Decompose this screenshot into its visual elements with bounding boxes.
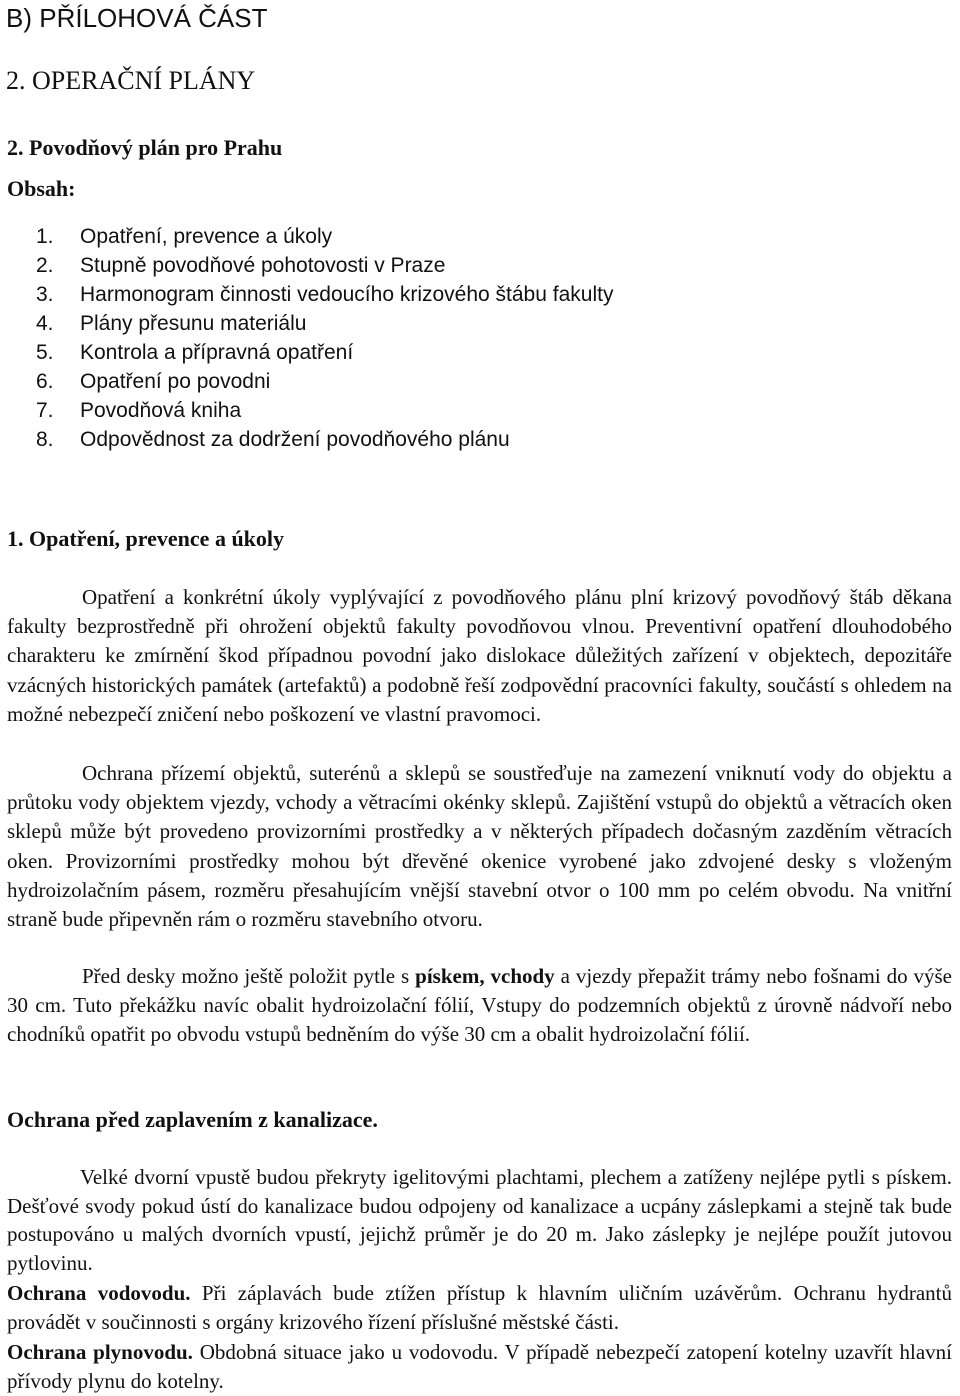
emphasis-text: pískem, vchody (415, 964, 555, 988)
toc-item: 7. Povodňová kniha (36, 399, 242, 422)
paragraph-sewer: Velké dvorní vpustě budou překryty igelitovými plachtami, plechem a zatíženy nejlépe pytli s pískem. Dešťové svody pokud ústí do kanalizace budou odpojeny od kanalizace a ucpány záslepkami a stejně tak bude postupováno u malých dvorních vpustí, jejichž průměr je do 20 m. Jako záslepky je nejlépe použít jutovou pytlovinu. (7, 1165, 952, 1275)
part-heading: B) PŘÍLOHOVÁ ČÁST (6, 3, 268, 33)
toc-item: 8. Odpovědnost za dodržení povodňového plánu (36, 428, 510, 451)
paragraph-sandbags: Před desky možno ještě položit pytle s pískem, vchody a vjezdy přepažit trámy nebo fošnami do výše 30 cm. Tuto překážku navíc obalit hydroizolační fólií, Vstupy do podzemních objektů z úrovně nádvoří nebo chodníků opatřit po obvodu vstupů bedněním do výše 30 cm a obalit hydroizolační fólií. (7, 964, 953, 1047)
section-heading: 1. Opatření, prevence a úkoly (7, 526, 285, 551)
toc-item: 5. Kontrola a přípravná opatření (36, 341, 354, 364)
table-of-contents (36, 222, 613, 454)
chapter-heading: 2. OPERAČNÍ PLÁNY (6, 66, 256, 95)
toc-item: 6. Opatření po povodni (36, 370, 271, 393)
gas-label: Ochrana plynovodu. (7, 1340, 193, 1364)
sewer-heading: Ochrana před zaplavením z kanalizace. (7, 1107, 378, 1132)
paragraph-water: Ochrana vodovodu. Při záplavách bude ztížen přístup k hlavním uličním uzávěrům. Ochranu hydrantů provádět v součinnosti s orgány krizového řízení příslušné městské části. (7, 1281, 952, 1334)
paragraph-gas: Ochrana plynovodu. Obdobná situace jako u vodovodu. V případě nebezpečí zatopení kotelny uzavřít hlavní přívody plynu do kotelny. (7, 1340, 952, 1393)
water-label: Ochrana vodovodu. (7, 1281, 191, 1305)
paragraph-ground-floor-protection: Ochrana přízemí objektů, suterénů a sklepů se soustřeďuje na zamezení vniknutí vody do objektu a průtoku vody objektem vjezdy, vchody a větracími okénky sklepů. Zajištění vstupů do objektů a větracích oken sklepů může být provedeno provizorními prostředky a v některých případech dočasným zazděním větracích oken. Provizorními prostředky mohou být dřevěné okenice vyrobené jako zdvojené desky s vloženým hydroizolačním pásem, rozměru přesahujícím vnější stavební otvor o 100 mm po celém obvodu. Na vnitřní straně bude připevněn rám o rozměru stavebního otvoru. (7, 761, 952, 932)
toc-item: 3. Harmonogram činnosti vedoucího krizového štábu fakulty (36, 283, 614, 306)
contents-heading: Obsah: (7, 176, 76, 201)
toc-item: 4. Plány přesunu materiálu (36, 312, 307, 335)
plan-heading: 2. Povodňový plán pro Prahu (7, 135, 283, 160)
paragraph-measures: Opatření a konkrétní úkoly vyplývající z povodňového plánu plní krizový povodňový štáb děkana fakulty bezprostředně při ohrožení objektů fakulty povodňovou vlnou. Preventivní opatření dlouhodobého charakteru ke zmírnění škod případnou povodní jako dislokace důležitých zařízení v objektech, depozitáře vzácných historických památek (artefaktů) a podobně řeší zodpovědní pracovníci fakulty, součástí s ohledem na možné nebezpečí zničení nebo poškození ve vlastní pravomoci. (7, 585, 952, 726)
toc-item: 2. Stupně povodňové pohotovosti v Praze (36, 254, 446, 277)
toc-item: 1. Opatření, prevence a úkoly (36, 225, 333, 248)
